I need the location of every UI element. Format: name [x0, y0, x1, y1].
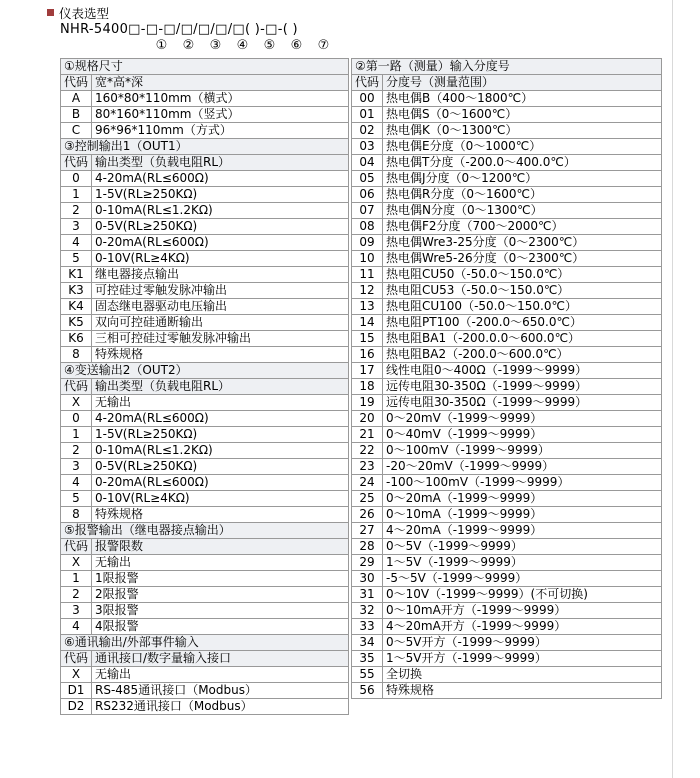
desc-cell: 双向可控硅通断输出 [92, 315, 349, 331]
column-header-code: 代码 [61, 539, 92, 555]
position-marker: ⑦ [317, 38, 330, 53]
code-cell: X [61, 395, 92, 411]
table-row [61, 251, 349, 267]
spec-table [60, 634, 349, 715]
page-edge-divider [672, 0, 673, 778]
spec-table [60, 58, 349, 139]
table-row [61, 443, 349, 459]
table-row [61, 699, 349, 715]
table-row [352, 523, 662, 539]
position-marker: ⑤ [263, 38, 276, 53]
desc-cell: 远传电阻30-350Ω（-1999～9999） [383, 395, 662, 411]
code-cell: 35 [352, 651, 383, 667]
code-cell: 06 [352, 187, 383, 203]
desc-cell: 4限报警 [92, 619, 349, 635]
desc-cell: 1-5V(RL≥250KΩ) [92, 187, 349, 203]
desc-cell: -100～100mV（-1999～9999） [383, 475, 662, 491]
column-header-code: 代码 [352, 75, 383, 91]
code-cell: 3 [61, 459, 92, 475]
table-row [352, 363, 662, 379]
desc-cell: 4～20mA开方（-1999～9999） [383, 619, 662, 635]
desc-cell: 热电阻CU53（-50.0～150.0℃） [383, 283, 662, 299]
position-marker: ③ [209, 38, 222, 53]
table-row [352, 555, 662, 571]
desc-cell: 0～5V（-1999～9999） [383, 539, 662, 555]
desc-cell: RS232通讯接口（Modbus） [92, 699, 349, 715]
table-row [352, 571, 662, 587]
position-markers [60, 38, 700, 55]
desc-cell: 4～20mA（-1999～9999） [383, 523, 662, 539]
table-section-title: ⑤报警输出（继电器接点输出） [61, 523, 349, 539]
column-header-desc: 输出类型（负载电阻RL） [92, 155, 349, 171]
desc-cell: RS-485通讯接口（Modbus） [92, 683, 349, 699]
desc-cell: 0～20mV（-1999～9999） [383, 411, 662, 427]
desc-cell: 热电偶B（400～1800℃） [383, 91, 662, 107]
table-row [61, 427, 349, 443]
code-cell: 3 [61, 219, 92, 235]
code-cell: 31 [352, 587, 383, 603]
table-row [352, 123, 662, 139]
desc-cell: 2限报警 [92, 587, 349, 603]
table-row [61, 315, 349, 331]
table-row [61, 171, 349, 187]
code-cell: 04 [352, 155, 383, 171]
table-row [61, 571, 349, 587]
column-header-code: 代码 [61, 75, 92, 91]
desc-cell: 热电偶Wre3-25分度（0～2300℃） [383, 235, 662, 251]
desc-cell: 0-10V(RL≥4KΩ) [92, 251, 349, 267]
table-section-title: ③控制输出1（OUT1） [61, 139, 349, 155]
desc-cell: 160*80*110mm（横式） [92, 91, 349, 107]
column-header-desc: 输出类型（负载电阻RL） [92, 379, 349, 395]
table-row [61, 347, 349, 363]
table-row [352, 507, 662, 523]
desc-cell: 96*96*110mm（方式） [92, 123, 349, 139]
table-row [61, 587, 349, 603]
code-cell: 27 [352, 523, 383, 539]
table-row [352, 155, 662, 171]
code-cell: 5 [61, 251, 92, 267]
section-heading [47, 5, 700, 20]
table-row [352, 379, 662, 395]
code-cell: 21 [352, 427, 383, 443]
code-cell: 8 [61, 507, 92, 523]
table-row [352, 91, 662, 107]
table-row [352, 587, 662, 603]
desc-cell: 热电偶K（0～1300℃） [383, 123, 662, 139]
code-cell: C [61, 123, 92, 139]
desc-cell: 0-20mA(RL≤600Ω) [92, 235, 349, 251]
desc-cell: 1～5V（-1999～9999） [383, 555, 662, 571]
table-row [61, 107, 349, 123]
table-row [61, 603, 349, 619]
code-cell: 34 [352, 635, 383, 651]
desc-cell: 热电阻CU100（-50.0～150.0℃） [383, 299, 662, 315]
desc-cell: 热电阻PT100（-200.0～650.0℃） [383, 315, 662, 331]
table-row [352, 491, 662, 507]
desc-cell: 1-5V(RL≥250KΩ) [92, 427, 349, 443]
code-cell: 05 [352, 171, 383, 187]
code-cell: 22 [352, 443, 383, 459]
code-cell: 26 [352, 507, 383, 523]
code-cell: 2 [61, 587, 92, 603]
desc-cell: 0-10V(RL≥4KΩ) [92, 491, 349, 507]
code-cell: K6 [61, 331, 92, 347]
code-cell: K1 [61, 267, 92, 283]
desc-cell: 1～5V开方（-1999～9999） [383, 651, 662, 667]
code-cell: 56 [352, 683, 383, 699]
table-row [61, 187, 349, 203]
code-cell: 55 [352, 667, 383, 683]
table-row [352, 635, 662, 651]
spec-table [60, 522, 349, 635]
table-section-title: ⑥通讯输出/外部事件输入 [61, 635, 349, 651]
code-cell: 14 [352, 315, 383, 331]
code-cell: 4 [61, 475, 92, 491]
table-row [61, 491, 349, 507]
desc-cell: 特殊规格 [92, 507, 349, 523]
code-cell: D2 [61, 699, 92, 715]
table-row [352, 203, 662, 219]
desc-cell: 热电偶E分度（0～1000℃） [383, 139, 662, 155]
desc-cell: 0～40mV（-1999～9999） [383, 427, 662, 443]
code-cell: 28 [352, 539, 383, 555]
desc-cell: 热电偶R分度（0～1600℃） [383, 187, 662, 203]
table-row [61, 235, 349, 251]
table-row [352, 683, 662, 699]
page-title: 仪表选型 [59, 5, 110, 21]
code-cell: 24 [352, 475, 383, 491]
table-row [352, 459, 662, 475]
desc-cell: 可控硅过零触发脉冲输出 [92, 283, 349, 299]
table-row [61, 395, 349, 411]
code-cell: 4 [61, 235, 92, 251]
column-header-desc: 通讯接口/数字量输入接口 [92, 651, 349, 667]
code-cell: 12 [352, 283, 383, 299]
desc-cell: 特殊规格 [383, 683, 662, 699]
table-row [61, 475, 349, 491]
desc-cell: 热电阻BA2（-200.0～600.0℃） [383, 347, 662, 363]
desc-cell: 热电阻BA1（-200.0.0～600.0℃） [383, 331, 662, 347]
desc-cell: 4-20mA(RL≤600Ω) [92, 411, 349, 427]
table-row [352, 347, 662, 363]
code-cell: 18 [352, 379, 383, 395]
table-row [352, 107, 662, 123]
desc-cell: 远传电阻30-350Ω（-1999～9999） [383, 379, 662, 395]
code-cell: 16 [352, 347, 383, 363]
table-row [352, 171, 662, 187]
desc-cell: 1限报警 [92, 571, 349, 587]
spec-table [351, 58, 662, 699]
spec-table [60, 362, 349, 523]
left-column [60, 58, 349, 715]
desc-cell: 全切换 [383, 667, 662, 683]
code-cell: 08 [352, 219, 383, 235]
position-marker: ② [182, 38, 195, 53]
code-cell: K4 [61, 299, 92, 315]
table-row [61, 683, 349, 699]
desc-cell: 0～20mA（-1999～9999） [383, 491, 662, 507]
code-cell: 09 [352, 235, 383, 251]
table-row [61, 267, 349, 283]
desc-cell: 0～5V开方（-1999～9999） [383, 635, 662, 651]
table-row [352, 443, 662, 459]
desc-cell: 固态继电器驱动电压输出 [92, 299, 349, 315]
right-column [351, 58, 662, 699]
desc-cell: 继电器接点输出 [92, 267, 349, 283]
table-row [352, 187, 662, 203]
column-header-code: 代码 [61, 155, 92, 171]
table-row [61, 203, 349, 219]
table-row [352, 283, 662, 299]
desc-cell: 热电偶J分度（0～1200℃） [383, 171, 662, 187]
code-cell: 15 [352, 331, 383, 347]
code-cell: 2 [61, 443, 92, 459]
table-section-title: ①规格尺寸 [61, 59, 349, 75]
desc-cell: 三相可控硅过零触发脉冲输出 [92, 331, 349, 347]
code-cell: 19 [352, 395, 383, 411]
code-cell: 11 [352, 267, 383, 283]
table-row [352, 651, 662, 667]
code-cell: 2 [61, 203, 92, 219]
table-row [352, 267, 662, 283]
desc-cell: 0-10mA(RL≤1.2KΩ) [92, 203, 349, 219]
column-header-code: 代码 [61, 651, 92, 667]
table-section-title: ④变送输出2（OUT2） [61, 363, 349, 379]
code-cell: 29 [352, 555, 383, 571]
code-cell: 1 [61, 187, 92, 203]
code-cell: 01 [352, 107, 383, 123]
table-row [61, 299, 349, 315]
code-cell: 13 [352, 299, 383, 315]
code-cell: 23 [352, 459, 383, 475]
table-row [61, 91, 349, 107]
desc-cell: 特殊规格 [92, 347, 349, 363]
table-row [61, 459, 349, 475]
desc-cell: 0-5V(RL≥250KΩ) [92, 459, 349, 475]
position-marker: ④ [236, 38, 249, 53]
column-header-desc: 宽*高*深 [92, 75, 349, 91]
desc-cell: 80*160*110mm（竖式） [92, 107, 349, 123]
table-row [352, 219, 662, 235]
table-row [352, 619, 662, 635]
table-row [61, 411, 349, 427]
code-cell: 1 [61, 427, 92, 443]
code-cell: 3 [61, 603, 92, 619]
desc-cell: 热电偶F2分度（700～2000℃） [383, 219, 662, 235]
desc-cell: 热电偶T分度（-200.0～400.0℃） [383, 155, 662, 171]
code-cell: 5 [61, 491, 92, 507]
spec-table [60, 138, 349, 363]
table-row [352, 139, 662, 155]
code-cell: 0 [61, 171, 92, 187]
code-cell: 00 [352, 91, 383, 107]
table-row [61, 555, 349, 571]
code-cell: K5 [61, 315, 92, 331]
position-marker: ⑥ [290, 38, 303, 53]
table-row [352, 395, 662, 411]
code-cell: A [61, 91, 92, 107]
code-cell: 25 [352, 491, 383, 507]
desc-cell: -20～20mV（-1999～9999） [383, 459, 662, 475]
selection-tables [60, 58, 700, 715]
column-header-code: 代码 [61, 379, 92, 395]
desc-cell: 热电阻CU50（-50.0～150.0℃） [383, 267, 662, 283]
desc-cell: 热电偶Wre5-26分度（0～2300℃） [383, 251, 662, 267]
code-cell: B [61, 107, 92, 123]
table-row [61, 619, 349, 635]
desc-cell: 热电偶N分度（0～1300℃） [383, 203, 662, 219]
code-cell: 02 [352, 123, 383, 139]
column-header-desc: 分度号（测量范围） [383, 75, 662, 91]
column-header-desc: 报警限数 [92, 539, 349, 555]
position-marker: ① [155, 38, 168, 53]
desc-cell: 0～10mA开方（-1999～9999） [383, 603, 662, 619]
desc-cell: 线性电阻0～400Ω（-1999～9999） [383, 363, 662, 379]
desc-cell: 无输出 [92, 395, 349, 411]
table-row [352, 603, 662, 619]
table-row [61, 123, 349, 139]
table-row [61, 331, 349, 347]
code-cell: 03 [352, 139, 383, 155]
table-row [352, 331, 662, 347]
table-row [352, 315, 662, 331]
table-row [352, 251, 662, 267]
desc-cell: 0-20mA(RL≤600Ω) [92, 475, 349, 491]
code-cell: 8 [61, 347, 92, 363]
code-cell: 1 [61, 571, 92, 587]
table-row [61, 283, 349, 299]
table-section-title: ②第一路（测量）输入分度号 [352, 59, 662, 75]
desc-cell: 0-5V(RL≥250KΩ) [92, 219, 349, 235]
table-row [61, 219, 349, 235]
model-code: NHR-5400□-□-□/□/□/□/□( )-□-( ) [60, 22, 298, 37]
desc-cell: -5～5V（-1999～9999） [383, 571, 662, 587]
desc-cell: 0～10mA（-1999～9999） [383, 507, 662, 523]
table-row [61, 667, 349, 683]
code-cell: 10 [352, 251, 383, 267]
desc-cell: 0-10mA(RL≤1.2KΩ) [92, 443, 349, 459]
bullet-square-icon [47, 9, 54, 16]
code-cell: X [61, 555, 92, 571]
code-cell: D1 [61, 683, 92, 699]
code-cell: 07 [352, 203, 383, 219]
code-cell: 32 [352, 603, 383, 619]
table-row [352, 299, 662, 315]
table-row [352, 235, 662, 251]
table-row [61, 507, 349, 523]
desc-cell: 3限报警 [92, 603, 349, 619]
table-row [352, 667, 662, 683]
desc-cell: 0～100mV（-1999～9999） [383, 443, 662, 459]
desc-cell: 无输出 [92, 555, 349, 571]
desc-cell: 0～10V（-1999～9999）(不可切换) [383, 587, 662, 603]
code-cell: 0 [61, 411, 92, 427]
desc-cell: 无输出 [92, 667, 349, 683]
code-cell: 33 [352, 619, 383, 635]
code-cell: 30 [352, 571, 383, 587]
code-cell: 4 [61, 619, 92, 635]
desc-cell: 4-20mA(RL≤600Ω) [92, 171, 349, 187]
table-row [352, 539, 662, 555]
table-row [352, 475, 662, 491]
code-cell: K3 [61, 283, 92, 299]
code-cell: 17 [352, 363, 383, 379]
desc-cell: 热电偶S（0～1600℃） [383, 107, 662, 123]
table-row [352, 427, 662, 443]
table-row [352, 411, 662, 427]
code-cell: X [61, 667, 92, 683]
code-cell: 20 [352, 411, 383, 427]
